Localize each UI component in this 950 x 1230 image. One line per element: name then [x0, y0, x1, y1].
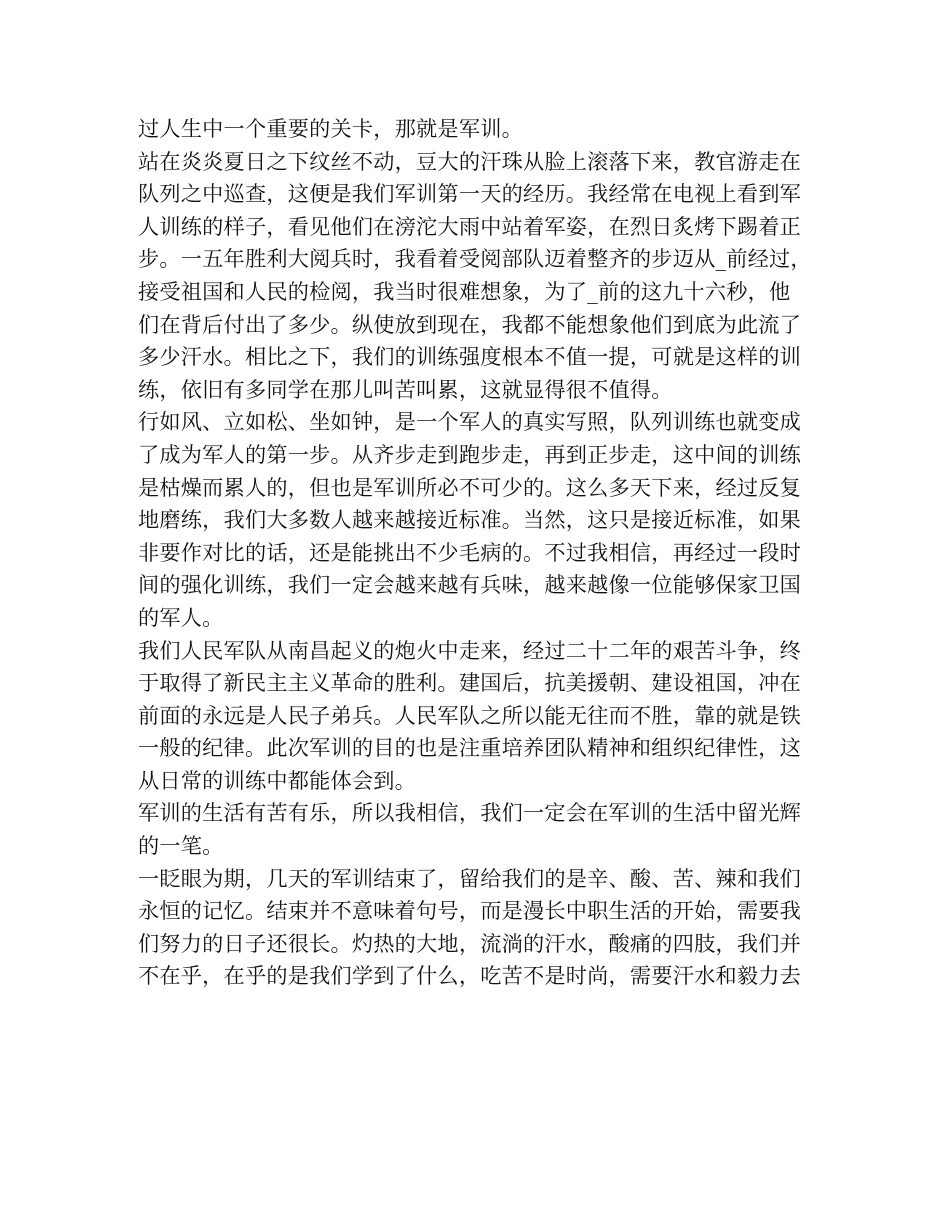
text-line: 一般的纪律。此次军训的目的也是注重培养团队精神和组织纪律性，这	[138, 735, 802, 761]
text-line: 一眨眼为期，几天的军训结束了，留给我们的是辛、酸、苦、辣和我们	[138, 865, 802, 891]
text-line: 的军人。	[138, 604, 224, 630]
text-line: 军训的生活有苦有乐，所以我相信，我们一定会在军训的生活中留光辉	[138, 800, 802, 826]
text-line: 是枯燥而累人的，但也是军训所必不可少的。这么多天下来，经过反复	[138, 474, 802, 500]
text-line: 从日常的训练中都能体会到。	[138, 767, 417, 793]
text-line: 于取得了新民主主义革命的胜利。建国后，抗美援朝、建设祖国，冲在	[138, 670, 802, 696]
text-line: 永恒的记忆。结束并不意味着句号，而是漫长中职生活的开始，需要我	[138, 898, 802, 924]
text-line: 队列之中巡查，这便是我们军训第一天的经历。我经常在电视上看到军	[138, 181, 802, 207]
text-line: 间的强化训练，我们一定会越来越有兵味，越来越像一位能够保家卫国	[138, 572, 802, 598]
text-line: 前面的永远是人民子弟兵。人民军队之所以能无往而不胜，靠的就是铁	[138, 702, 802, 728]
text-line: 人训练的样子，看见他们在滂沱大雨中站着军姿，在烈日炙烤下踢着正	[138, 213, 802, 239]
text-line: 行如风、立如松、坐如钟，是一个军人的真实写照，队列训练也就变成	[138, 409, 802, 435]
text-line: 多少汗水。相比之下，我们的训练强度根本不值一提，可就是这样的训	[138, 344, 802, 370]
text-line: 步。一五年胜利大阅兵时，我看着受阅部队迈着整齐的步迈从_前经过，	[138, 246, 812, 272]
text-line: 的一笔。	[138, 833, 224, 859]
text-line: 练，依旧有多同学在那儿叫苦叫累，这就显得很不值得。	[138, 376, 673, 402]
text-line: 们在背后付出了多少。纵使放到现在，我都不能想象他们到底为此流了	[138, 311, 802, 337]
text-line: 站在炎炎夏日之下纹丝不动，豆大的汗珠从脸上滚落下来，教官游走在	[138, 148, 802, 174]
text-line: 地磨练，我们大多数人越来越接近标准。当然，这只是接近标准，如果	[138, 507, 802, 533]
text-line: 非要作对比的话，还是能挑出不少毛病的。不过我相信，再经过一段时	[138, 539, 802, 565]
text-line: 过人生中一个重要的关卡，那就是军训。	[138, 116, 523, 141]
text-line: 们努力的日子还很长。灼热的大地，流淌的汗水，酸痛的四肢，我们并	[138, 930, 802, 956]
text-line: 我们人民军队从南昌起义的炮火中走来，经过二十二年的艰苦斗争，终	[138, 637, 802, 663]
text-line: 不在乎，在乎的是我们学到了什么，吃苦不是时尚，需要汗水和毅力去	[138, 963, 802, 989]
text-line: 接受祖国和人民的检阅，我当时很难想象，为了_前的这九十六秒，他	[138, 278, 791, 304]
document-body-text	[138, 113, 818, 993]
text-line: 了成为军人的第一步。从齐步走到跑步走，再到正步走，这中间的训练	[138, 441, 802, 467]
